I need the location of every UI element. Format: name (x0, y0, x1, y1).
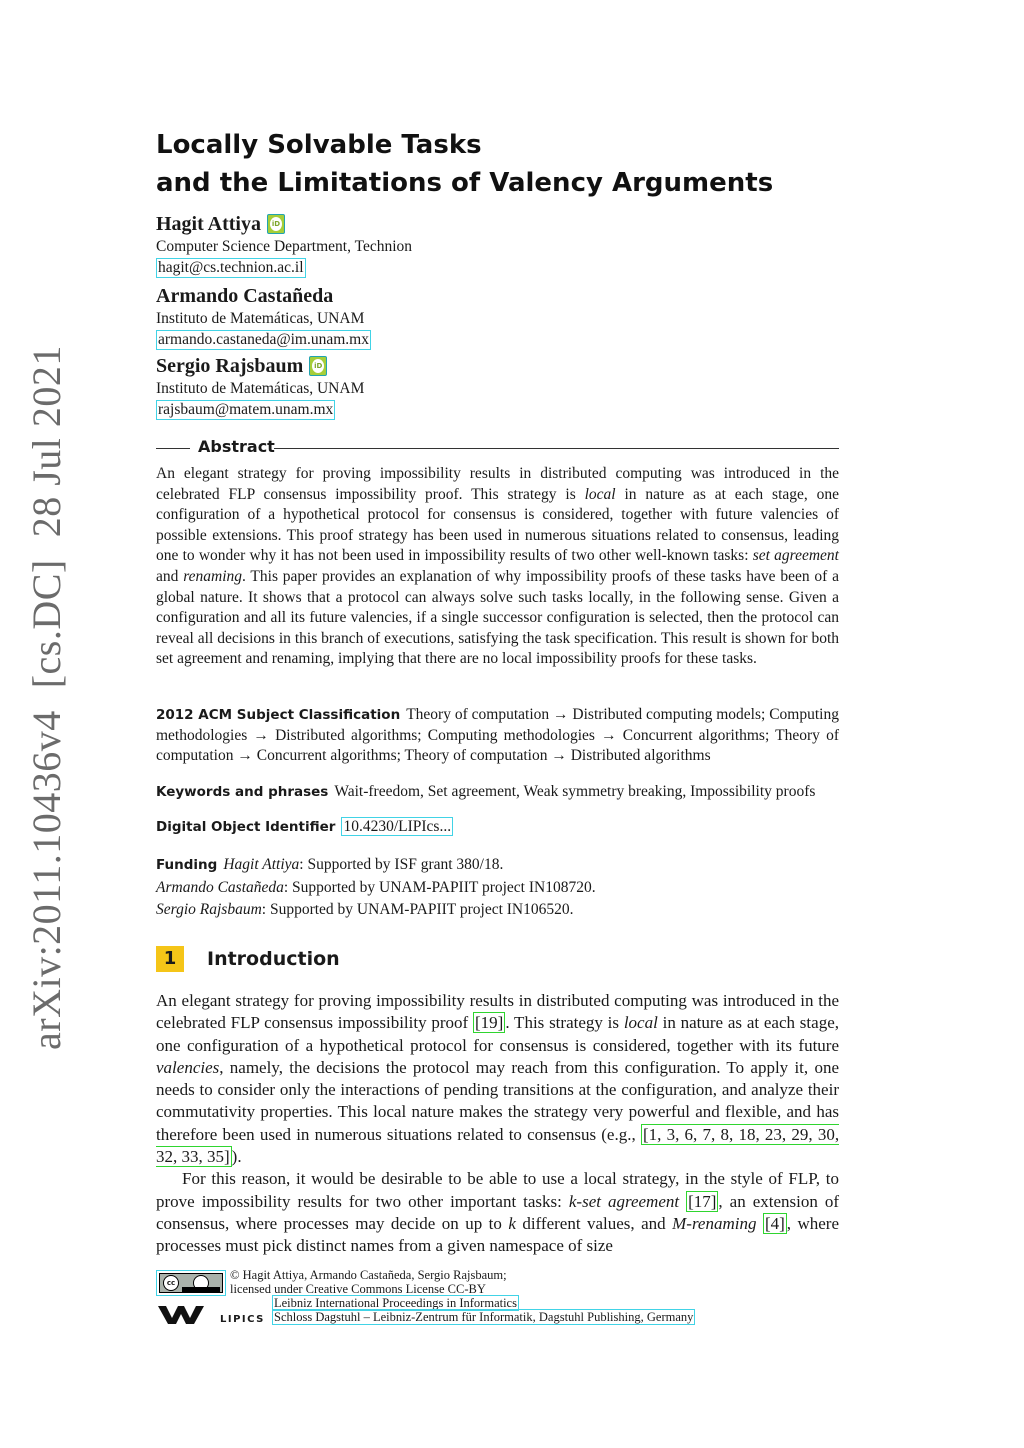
author-email-link[interactable]: rajsbaum@matem.unam.mx (158, 401, 334, 418)
author-block-attiya (156, 211, 412, 278)
lipics-series-link[interactable]: Leibniz International Proceedings in Informatics (274, 1296, 517, 1310)
acm-label: 2012 ACM Subject Classification (156, 707, 401, 723)
funding: Funding Hagit Attiya: Supported by ISF grant 380/18. Armando Castañeda: Supported by UNAM-PAPIIT project IN108720. Sergio Rajsbaum: Supported by UNAM-PAPIIT project IN106520. (156, 856, 596, 918)
keywords (156, 782, 839, 803)
doi-label: Digital Object Identifier (156, 819, 336, 835)
doi-link[interactable]: 10.4230/LIPIcs... (343, 818, 452, 835)
author-name: Sergio Rajsbaum (156, 355, 304, 377)
citation-group-link[interactable]: [1, 3, 6, 7, 8, 18, 23, 29, 30, 32, 33, 35] (156, 1124, 840, 1167)
author-affiliation: Instituto de Matemáticas, UNAM (156, 380, 365, 397)
title-line-1: Locally Solvable Tasks (156, 130, 482, 160)
arxiv-date: 28 Jul 2021 (24, 345, 69, 538)
author-block-castaneda (156, 283, 371, 350)
copyright-line: © Hagit Attiya, Armando Castañeda, Sergio Rajsbaum; (230, 1268, 507, 1282)
section-heading-introduction (156, 946, 340, 972)
citation-link[interactable]: [19] (475, 1013, 504, 1033)
author-email-link[interactable]: armando.castaneda@im.unam.mx (158, 331, 369, 348)
author-block-rajsbaum (156, 353, 364, 420)
title-line-2: and the Limitations of Valency Arguments (156, 168, 774, 198)
author-affiliation: Computer Science Department, Technion (156, 238, 413, 255)
abstract-text: An elegant strategy for proving impossibility results in distributed computing was introduced in the celebrated FLP consensus impossibility proof. This strategy is local in nature as at each stage, one configuration of a hypothetical protocol for consensus is considered, together with future valencies of possible extensions. This proof strategy has been used in numerous situations related to consensus, leading one to wonder why it has not been used in impossibility results of two other well-known tasks: set agreement and renaming. This paper provides an explanation of why impossibility proofs of these tasks have been of a global nature. It shows that a protocol can always solve such tasks locally, in the following sense. Given a configuration and all its future valencies, if a single successor configuration is selected, then the protocol can reveal all decisions in this branch of executions, satisfying the task specification. This result is shown for both set agreement and renaming, implying that there are no local impossibility proofs for these tasks. (156, 465, 840, 668)
keywords-label: Keywords and phrases (156, 784, 329, 800)
funding-label: Funding (156, 857, 218, 873)
citation-link[interactable]: [17] (688, 1191, 717, 1211)
orcid-icon[interactable]: iD (267, 214, 285, 234)
paper-title (156, 126, 773, 202)
abstract-heading-rule (156, 437, 839, 456)
arxiv-id: arXiv:2011.10436v4 (24, 710, 69, 1050)
lipics-wordmark: LIPICS (220, 1314, 265, 1325)
divider (274, 448, 839, 449)
author-email-link[interactable]: hagit@cs.technion.ac.il (158, 259, 304, 276)
abstract-heading: Abstract (198, 437, 275, 456)
divider (156, 448, 190, 449)
author-name: Armando Castañeda (156, 285, 334, 307)
citation-link[interactable]: [4] (764, 1213, 785, 1233)
intro-paragraph-2: For this reason, it would be desirable to be able to use a local strategy, in the style of FLP, to prove impossibility results for two other important tasks: k-set agreement [17] , an extension of consensus, where processes may decide on up to k different values, and M-renaming [4] , where processes must pick distinct names from a given namespace of size (156, 1169, 840, 1256)
doi (156, 817, 839, 838)
author-name: Hagit Attiya (156, 213, 261, 235)
arxiv-category: [cs.DC] (24, 559, 69, 689)
author-affiliation: Instituto de Matemáticas, UNAM (156, 310, 365, 327)
acm-text: Theory of computation → Distributed computing models; Computing methodologies → Distributed algorithms; Computing methodologies → Concurrent algorithms; Theory of computation → Concurrent algorithms; Theory of computation → Distributed algorithms (156, 706, 839, 765)
intro-paragraph-1: An elegant strategy for proving impossibility results in distributed computing was introduced in the celebrated FLP consensus impossibility proof [19] . This strategy is local in nature as at each stage, one configuration of a hypothetical protocol for consensus is considered, together with its future valencies, namely, the decisions the protocol may reach from this configuration. To apply it, one needs to consider only the interactions of pending transitions at the configuration, and analyze their commutativity properties. This local nature makes the strategy very powerful and flexible, and has therefore been used in numerous situations related to consensus (e.g., [1, 3, 6, 7, 8, 18, 23, 29, 30, 32, 33, 35] ). (156, 991, 840, 1167)
keywords-text: Wait-freedom, Set agreement, Weak symmetry breaking, Impossibility proofs (334, 783, 816, 800)
cc-by-license-badge[interactable] (156, 1270, 226, 1296)
section-title: Introduction (207, 948, 340, 970)
cc-icon: cc (163, 1275, 179, 1291)
license-line: licensed under Creative Commons License CC-BY (230, 1281, 486, 1296)
dagstuhl-publisher-link[interactable]: Schloss Dagstuhl – Leibniz-Zentrum für Informatik, Dagstuhl Publishing, Germany (274, 1309, 694, 1324)
acm-classification (156, 705, 839, 767)
orcid-icon[interactable]: iD (309, 356, 327, 376)
by-bar (182, 1287, 220, 1292)
arxiv-identifier-stamp (22, 345, 72, 1050)
introduction-body (156, 990, 839, 1258)
section-number: 1 (156, 946, 184, 972)
